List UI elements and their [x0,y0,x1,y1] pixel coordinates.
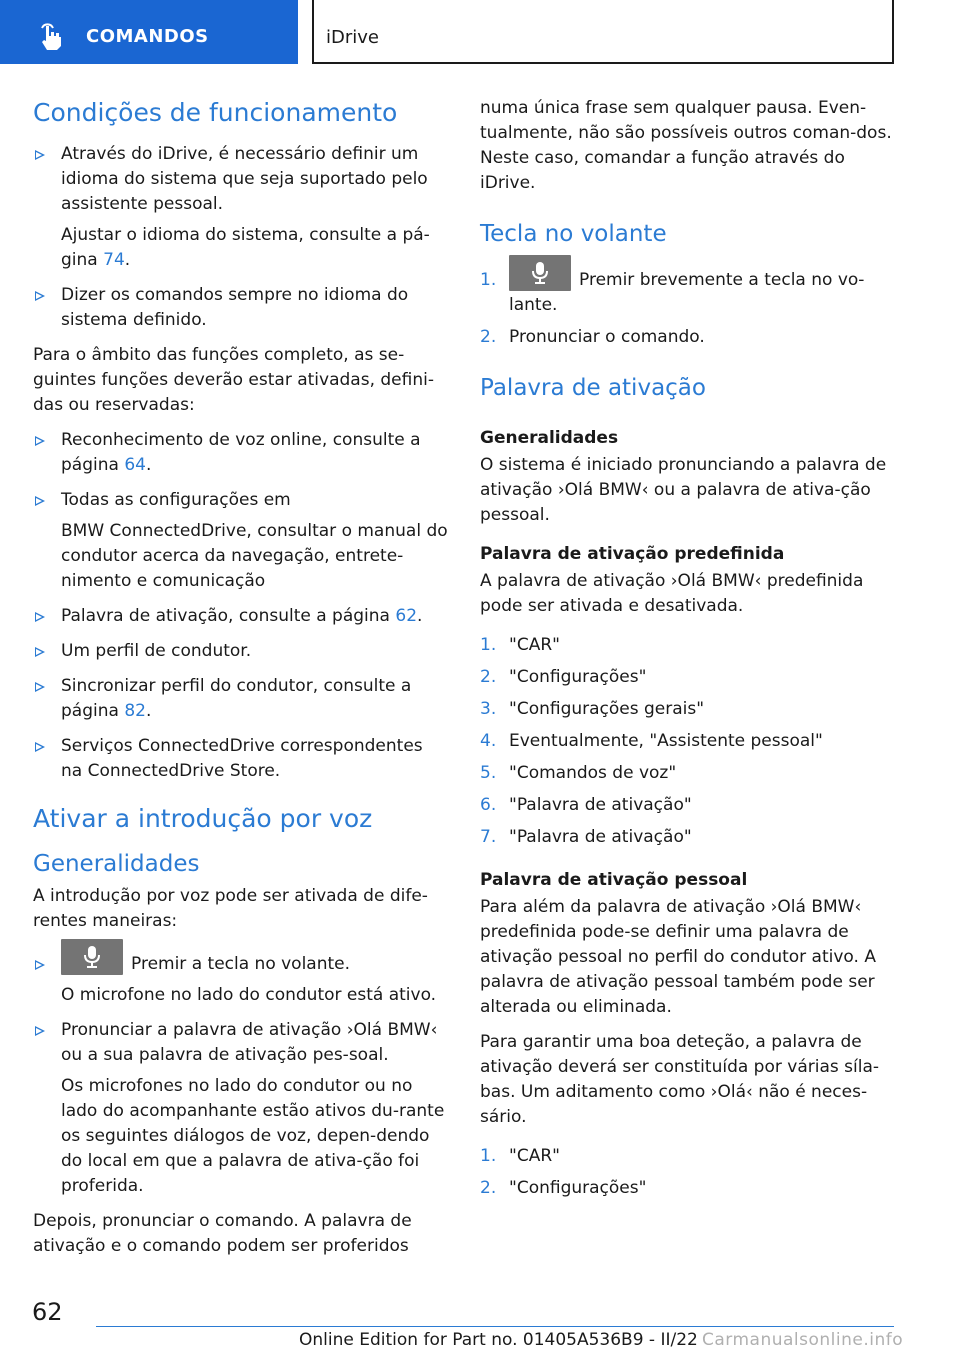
subheading-personal: Palavra de ativação pessoal [480,870,748,890]
paragraph: Para além da palavra de ativação ›Olá BMW‹ predefinida pode-se definir uma palavra de ativação pessoal no perfil do condutor ativo. A palavra de ativação pessoal também pode ser alterada ou eliminada. [480,897,876,1017]
bullet-triangle-icon [35,682,45,692]
bullet-triangle-icon [35,1026,45,1036]
list-item: Serviços ConnectedDrive correspondentes na ConnectedDrive Store. [33,734,449,784]
paragraph: A introdução por voz pode ser ativada de dife‐rentes maneiras: [33,886,428,931]
list-item: 2. Pronunciar o comando. [480,327,705,347]
list-item: 6. "Palavra de ativação" [480,795,692,815]
list-item: 3. "Configurações gerais" [480,699,705,719]
bullet-triangle-icon [35,612,45,622]
list-item: 1. Premir brevemente a tecla no vo‐lante. [480,268,896,318]
paragraph: Para garantir uma boa deteção, a palavra de ativação deverá ser constituída por várias síla‐bas. Um aditamento como ›Olá‹ não é neces‐sário. [480,1032,879,1127]
paragraph: Para o âmbito das funções completo, as se‐guintes funções deverão estar ativadas, defini‐das ou reservadas: [33,345,434,415]
bullet-triangle-icon [35,742,45,752]
list-item: 2. "Configurações" [480,1178,647,1198]
touch-hand-icon [36,22,66,52]
list-item: Um perfil de condutor. [33,639,449,664]
page-number: 62 [32,1298,63,1326]
subheading-general: Generalidades [480,428,619,448]
list-item: Reconhecimento de voz online, consulte a página 64. [33,428,449,478]
bullet-triangle-icon [35,960,45,970]
list-item: Dizer os comandos sempre no idioma do sistema definido. [33,283,449,333]
section-tab [0,0,298,64]
watermark: Carmanualsonline.info [702,1330,904,1350]
list-item: Todas as configurações em BMW ConnectedDrive, consultar o manual do condutor acerca da navegação, entrete‐nimento e comunicação [33,488,449,594]
page-link[interactable]: 82 [124,701,146,721]
functions-list [33,428,449,784]
edition-info: Online Edition for Part no. 01405A536B9 - II/22 [299,1330,698,1350]
subheading-predefined: Palavra de ativação predefinida [480,544,785,564]
right-column [480,96,896,1211]
chapter-title: iDrive [326,27,379,48]
paragraph: numa única frase sem qualquer pausa. Even‐tualmente, não são possíveis outros coman‐dos. Neste caso, comandar a função através do iDrive. [480,98,892,193]
heading-wake-word: Palavra de ativação [480,375,706,401]
page-link[interactable]: 62 [395,606,418,626]
page-header [0,0,960,66]
list-item: 1. "CAR" [480,1146,560,1166]
activation-list [33,952,449,1199]
left-column [33,96,449,1269]
heading-activate: Ativar a introdução por voz [33,804,373,833]
chapter-tab [312,0,894,64]
key-steps [480,268,896,350]
heading-steering-key: Tecla no volante [480,221,667,247]
list-item: 1. "CAR" [480,635,560,655]
bullet-triangle-icon [35,150,45,160]
bullet-triangle-icon [35,436,45,446]
paragraph: A palavra de ativação ›Olá BMW‹ predefinida pode ser ativada e desativada. [480,571,864,616]
microphone-icon [532,262,548,284]
page-link[interactable]: 74 [103,250,125,270]
bullet-triangle-icon [35,647,45,657]
predefined-steps [480,633,896,850]
page-link[interactable]: 64 [124,455,146,475]
list-item: Premir a tecla no volante. O microfone no lado do condutor está ativo. [33,952,449,1008]
steering-voice-button-image [61,939,123,975]
footer-divider [96,1326,894,1327]
heading-general: Generalidades [33,851,200,877]
list-item: Sincronizar perfil do condutor, consulte a página 82. [33,674,449,724]
list-item: 7. "Palavra de ativação" [480,827,692,847]
conditions-list [33,142,449,333]
microphone-icon [84,946,100,968]
personal-steps [480,1144,896,1201]
steering-voice-button-image [509,255,571,291]
list-item: 4. Eventualmente, "Assistente pessoal" [480,731,823,751]
list-item: 5. "Comandos de voz" [480,763,677,783]
section-title: COMANDOS [86,26,209,47]
list-item: 2. "Configurações" [480,667,647,687]
list-item: Palavra de ativação, consulte a página 62. [33,604,449,629]
heading-conditions: Condições de funcionamento [33,98,398,127]
paragraph: Depois, pronunciar o comando. A palavra de ativação e o comando podem ser proferidos [33,1211,412,1256]
bullet-triangle-icon [35,496,45,506]
list-item: Pronunciar a palavra de ativação ›Olá BMW‹ ou a sua palavra de ativação pes‐soal. Os microfones no lado do condutor ou no lado do acompanhante estão ativos du‐rante os seguintes diálogos de voz, depen‐dendo do local em que a palavra de ativa‐ção foi proferida. [33,1018,449,1199]
paragraph: O sistema é iniciado pronunciando a palavra de ativação ›Olá BMW‹ ou a palavra de ativa‐ção pessoal. [480,455,887,525]
bullet-triangle-icon [35,291,45,301]
list-item: Através do iDrive, é necessário definir um idioma do sistema que seja suportado pelo assistente pessoal. Ajustar o idioma do sistema, consulte a pá‐gina 74. [33,142,449,273]
